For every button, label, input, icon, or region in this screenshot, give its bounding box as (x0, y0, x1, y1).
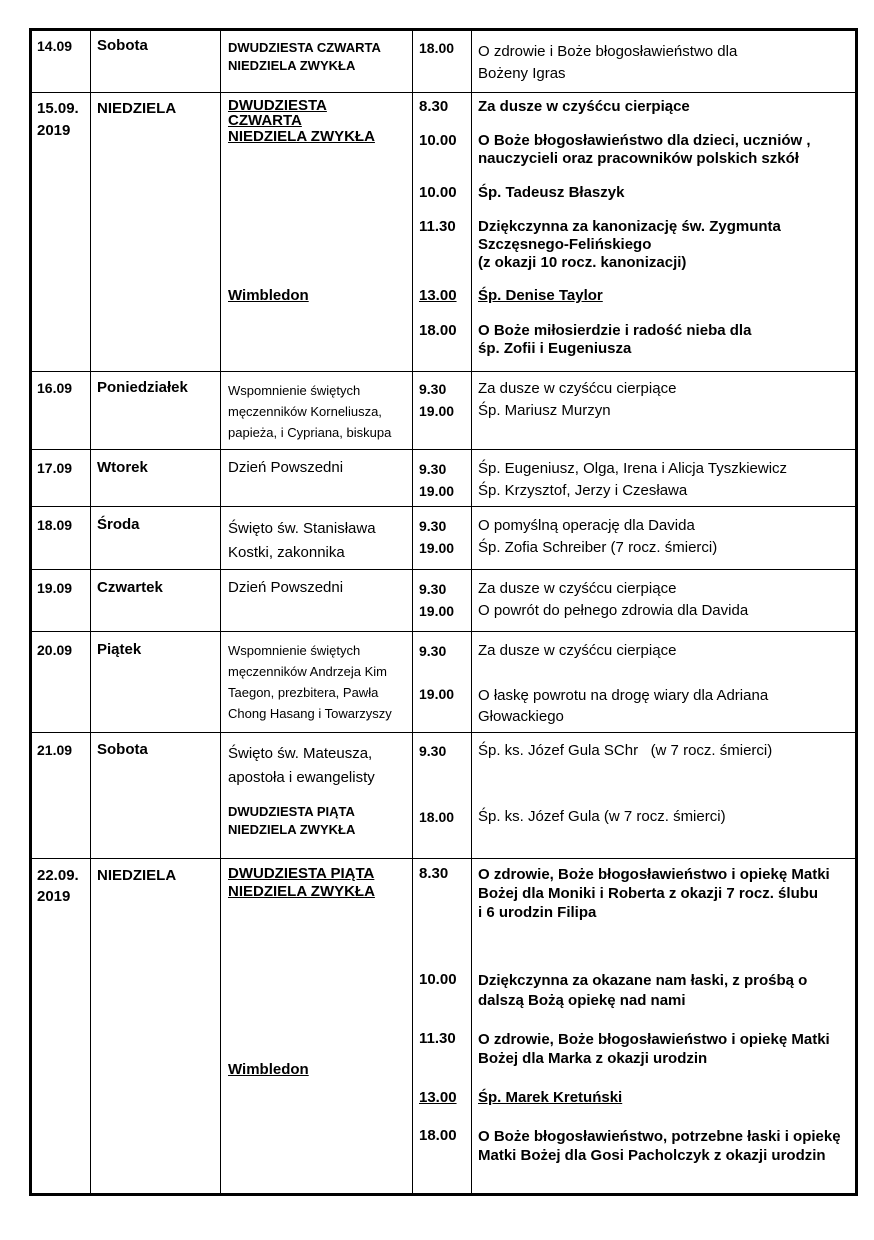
date-cell: 21.09 (37, 742, 73, 758)
mass-intention: Śp. Tadeusz Błaszyk (478, 184, 625, 201)
mass-time: 18.00 (419, 1127, 457, 1144)
liturgy-line: Taegon, prezbitera, Pawła (228, 685, 379, 700)
mass-time: 11.30 (419, 218, 456, 235)
mass-intention: Bożeny Igras (478, 65, 566, 82)
liturgy-line: męczenników Korneliusza, (228, 404, 382, 419)
weekday-cell: Poniedziałek (97, 379, 188, 396)
mass-intention: nauczycieli oraz pracowników polskich szkół (478, 150, 799, 167)
date-cell: 15.09. (37, 100, 79, 117)
liturgy-line: DWUDZIESTA CZWARTA (228, 40, 381, 55)
mass-intention: O Boże błogosławieństwo, potrzebne łaski i opiekę (478, 1128, 841, 1145)
schedule-row-17-09 (32, 450, 855, 506)
liturgy-line: Wspomnienie świętych (228, 643, 361, 658)
liturgy-line: apostoła i ewangelisty (228, 769, 375, 786)
mass-time: 8.30 (419, 98, 449, 115)
mass-intention: Śp. Mariusz Murzyn (478, 402, 611, 419)
date-cell: 20.09 (37, 642, 73, 658)
mass-intention: (z okazji 10 rocz. kanonizacji) (478, 254, 687, 271)
liturgy-line: Wspomnienie świętych (228, 383, 361, 398)
mass-time: 9.30 (419, 581, 447, 597)
year-cell: 2019 (37, 888, 71, 905)
mass-intention: Śp. ks. Józef Gula (w 7 rocz. śmierci) (478, 808, 726, 825)
date-cell: 22.09. (37, 867, 79, 884)
liturgy-line: Chong Hasang i Towarzyszy (228, 706, 392, 721)
mass-intention: Bożej dla Moniki i Roberta z okazji 7 rocz. ślubu (478, 885, 819, 902)
year-cell: 2019 (37, 122, 71, 139)
liturgy-line: Dzień Powszedni (228, 579, 344, 596)
mass-intention: Śp. Denise Taylor (478, 287, 603, 304)
weekday-cell: NIEDZIELA (97, 867, 177, 884)
mass-time: 11.30 (419, 1030, 456, 1047)
mass-time: 9.30 (419, 643, 447, 659)
mass-intention: Za dusze w czyśćcu cierpiące (478, 642, 677, 659)
schedule-row-20-09 (32, 632, 855, 732)
mass-intention: Głowackiego (478, 708, 564, 725)
weekday-cell: NIEDZIELA (97, 100, 177, 117)
mass-time: 9.30 (419, 461, 447, 477)
mass-time: 19.00 (419, 403, 455, 419)
mass-intention: Śp. Marek Kretuński (478, 1089, 623, 1106)
mass-intention: O Boże miłosierdzie i radość nieba dla (478, 322, 752, 339)
weekday-cell: Piątek (97, 641, 142, 658)
mass-intention: Za dusze w czyśćcu cierpiące (478, 580, 677, 597)
weekday-cell: Sobota (97, 37, 148, 54)
mass-intention: Bożej dla Marka z okazji urodzin (478, 1050, 708, 1067)
mass-time: 9.30 (419, 518, 447, 534)
liturgy-line: NIEDZIELA ZWYKŁA (228, 883, 375, 900)
mass-time: 13.00 (419, 287, 457, 304)
liturgy-line: DWUDZIESTA PIĄTA (228, 804, 355, 819)
mass-intention: Śp. Zofia Schreiber (7 rocz. śmierci) (478, 539, 718, 556)
date-cell: 16.09 (37, 380, 73, 396)
liturgy-line: NIEDZIELA ZWYKŁA (228, 822, 356, 837)
mass-intention: dalszą Bożą opiekę nad nami (478, 992, 686, 1009)
mass-intention: O łaskę powrotu na drogę wiary dla Adriana (478, 687, 769, 704)
mass-intention: Dziękczynna za kanonizację św. Zygmunta (478, 218, 781, 235)
mass-schedule-table (29, 28, 858, 1196)
liturgy-line: Święto św. Mateusza, (228, 745, 373, 762)
date-cell: 19.09 (37, 580, 73, 596)
mass-intention: O Boże błogosławieństwo dla dzieci, uczniów , (478, 132, 811, 149)
date-cell: 14.09 (37, 38, 73, 54)
mass-intention: Śp. Eugeniusz, Olga, Irena i Alicja Tyszkiewicz (478, 460, 788, 477)
mass-intention: Za dusze w czyśćcu cierpiące (478, 380, 677, 397)
weekday-cell: Czwartek (97, 579, 163, 596)
date-cell: 18.09 (37, 517, 73, 533)
mass-intention: Śp. ks. Józef Gula SChr (w 7 rocz. śmierci) (478, 742, 773, 759)
liturgy-line: Kostki, zakonnika (228, 544, 345, 561)
mass-intention: Za dusze w czyśćcu cierpiące (478, 98, 690, 115)
schedule-row-14-09 (32, 31, 855, 92)
mass-intention: śp. Zofii i Eugeniusza (478, 340, 632, 357)
mass-time: 10.00 (419, 971, 457, 988)
mass-intention: O zdrowie, Boże błogosławieństwo i opiekę Matki (478, 866, 830, 883)
schedule-row-15-09 (32, 93, 855, 373)
liturgy-line: NIEDZIELA ZWYKŁA (228, 58, 356, 73)
mass-time: 19.00 (419, 686, 455, 702)
schedule-row-21-09 (32, 733, 855, 859)
weekday-cell: Sobota (97, 741, 148, 758)
weekday-cell: Środa (97, 516, 140, 533)
mass-intention: Matki Bożej dla Gosi Pacholczyk z okazji urodzin (478, 1147, 826, 1164)
mass-time: 18.00 (419, 809, 455, 825)
liturgy-line: męczenników Andrzeja Kim (228, 664, 387, 679)
date-cell: 17.09 (37, 460, 73, 476)
place-label: Wimbledon (228, 287, 309, 304)
mass-intention: O zdrowie, Boże błogosławieństwo i opiekę Matki (478, 1031, 830, 1048)
mass-time: 8.30 (419, 865, 449, 882)
weekday-cell: Wtorek (97, 459, 148, 476)
liturgy-line: papieża, i Cypriana, biskupa (228, 425, 392, 440)
mass-time: 10.00 (419, 184, 457, 201)
mass-intention: Szczęsnego-Felińskiego (478, 236, 652, 253)
mass-intention: O powrót do pełnego zdrowia dla Davida (478, 602, 749, 619)
liturgy-line: Święto św. Stanisława (228, 520, 376, 537)
schedule-row-16-09 (32, 372, 855, 450)
mass-intention: O pomyślną operację dla Davida (478, 517, 695, 534)
mass-time: 19.00 (419, 540, 455, 556)
mass-time: 10.00 (419, 132, 457, 149)
mass-intention: Dziękczynna za okazane nam łaski, z prośbą o (478, 972, 808, 989)
mass-intention: O zdrowie i Boże błogosławieństwo dla (478, 43, 738, 60)
mass-time: 13.00 (419, 1089, 457, 1106)
mass-time: 18.00 (419, 40, 455, 56)
mass-time: 18.00 (419, 322, 457, 339)
mass-intention: Śp. Krzysztof, Jerzy i Czesława (478, 482, 688, 499)
schedule-row-22-09 (32, 859, 855, 1196)
mass-time: 9.30 (419, 743, 447, 759)
liturgy-line: DWUDZIESTA PIĄTA (228, 865, 375, 882)
liturgy-line: CZWARTA (228, 112, 302, 129)
schedule-row-19-09 (32, 570, 855, 631)
mass-time: 19.00 (419, 603, 455, 619)
schedule-row-18-09 (32, 507, 855, 569)
liturgy-line: DWUDZIESTA (228, 97, 327, 114)
liturgy-line: Dzień Powszedni (228, 459, 344, 476)
place-label: Wimbledon (228, 1061, 309, 1078)
mass-intention: i 6 urodzin Filipa (478, 904, 597, 921)
liturgy-line: NIEDZIELA ZWYKŁA (228, 128, 375, 145)
mass-time: 9.30 (419, 381, 447, 397)
mass-time: 19.00 (419, 483, 455, 499)
